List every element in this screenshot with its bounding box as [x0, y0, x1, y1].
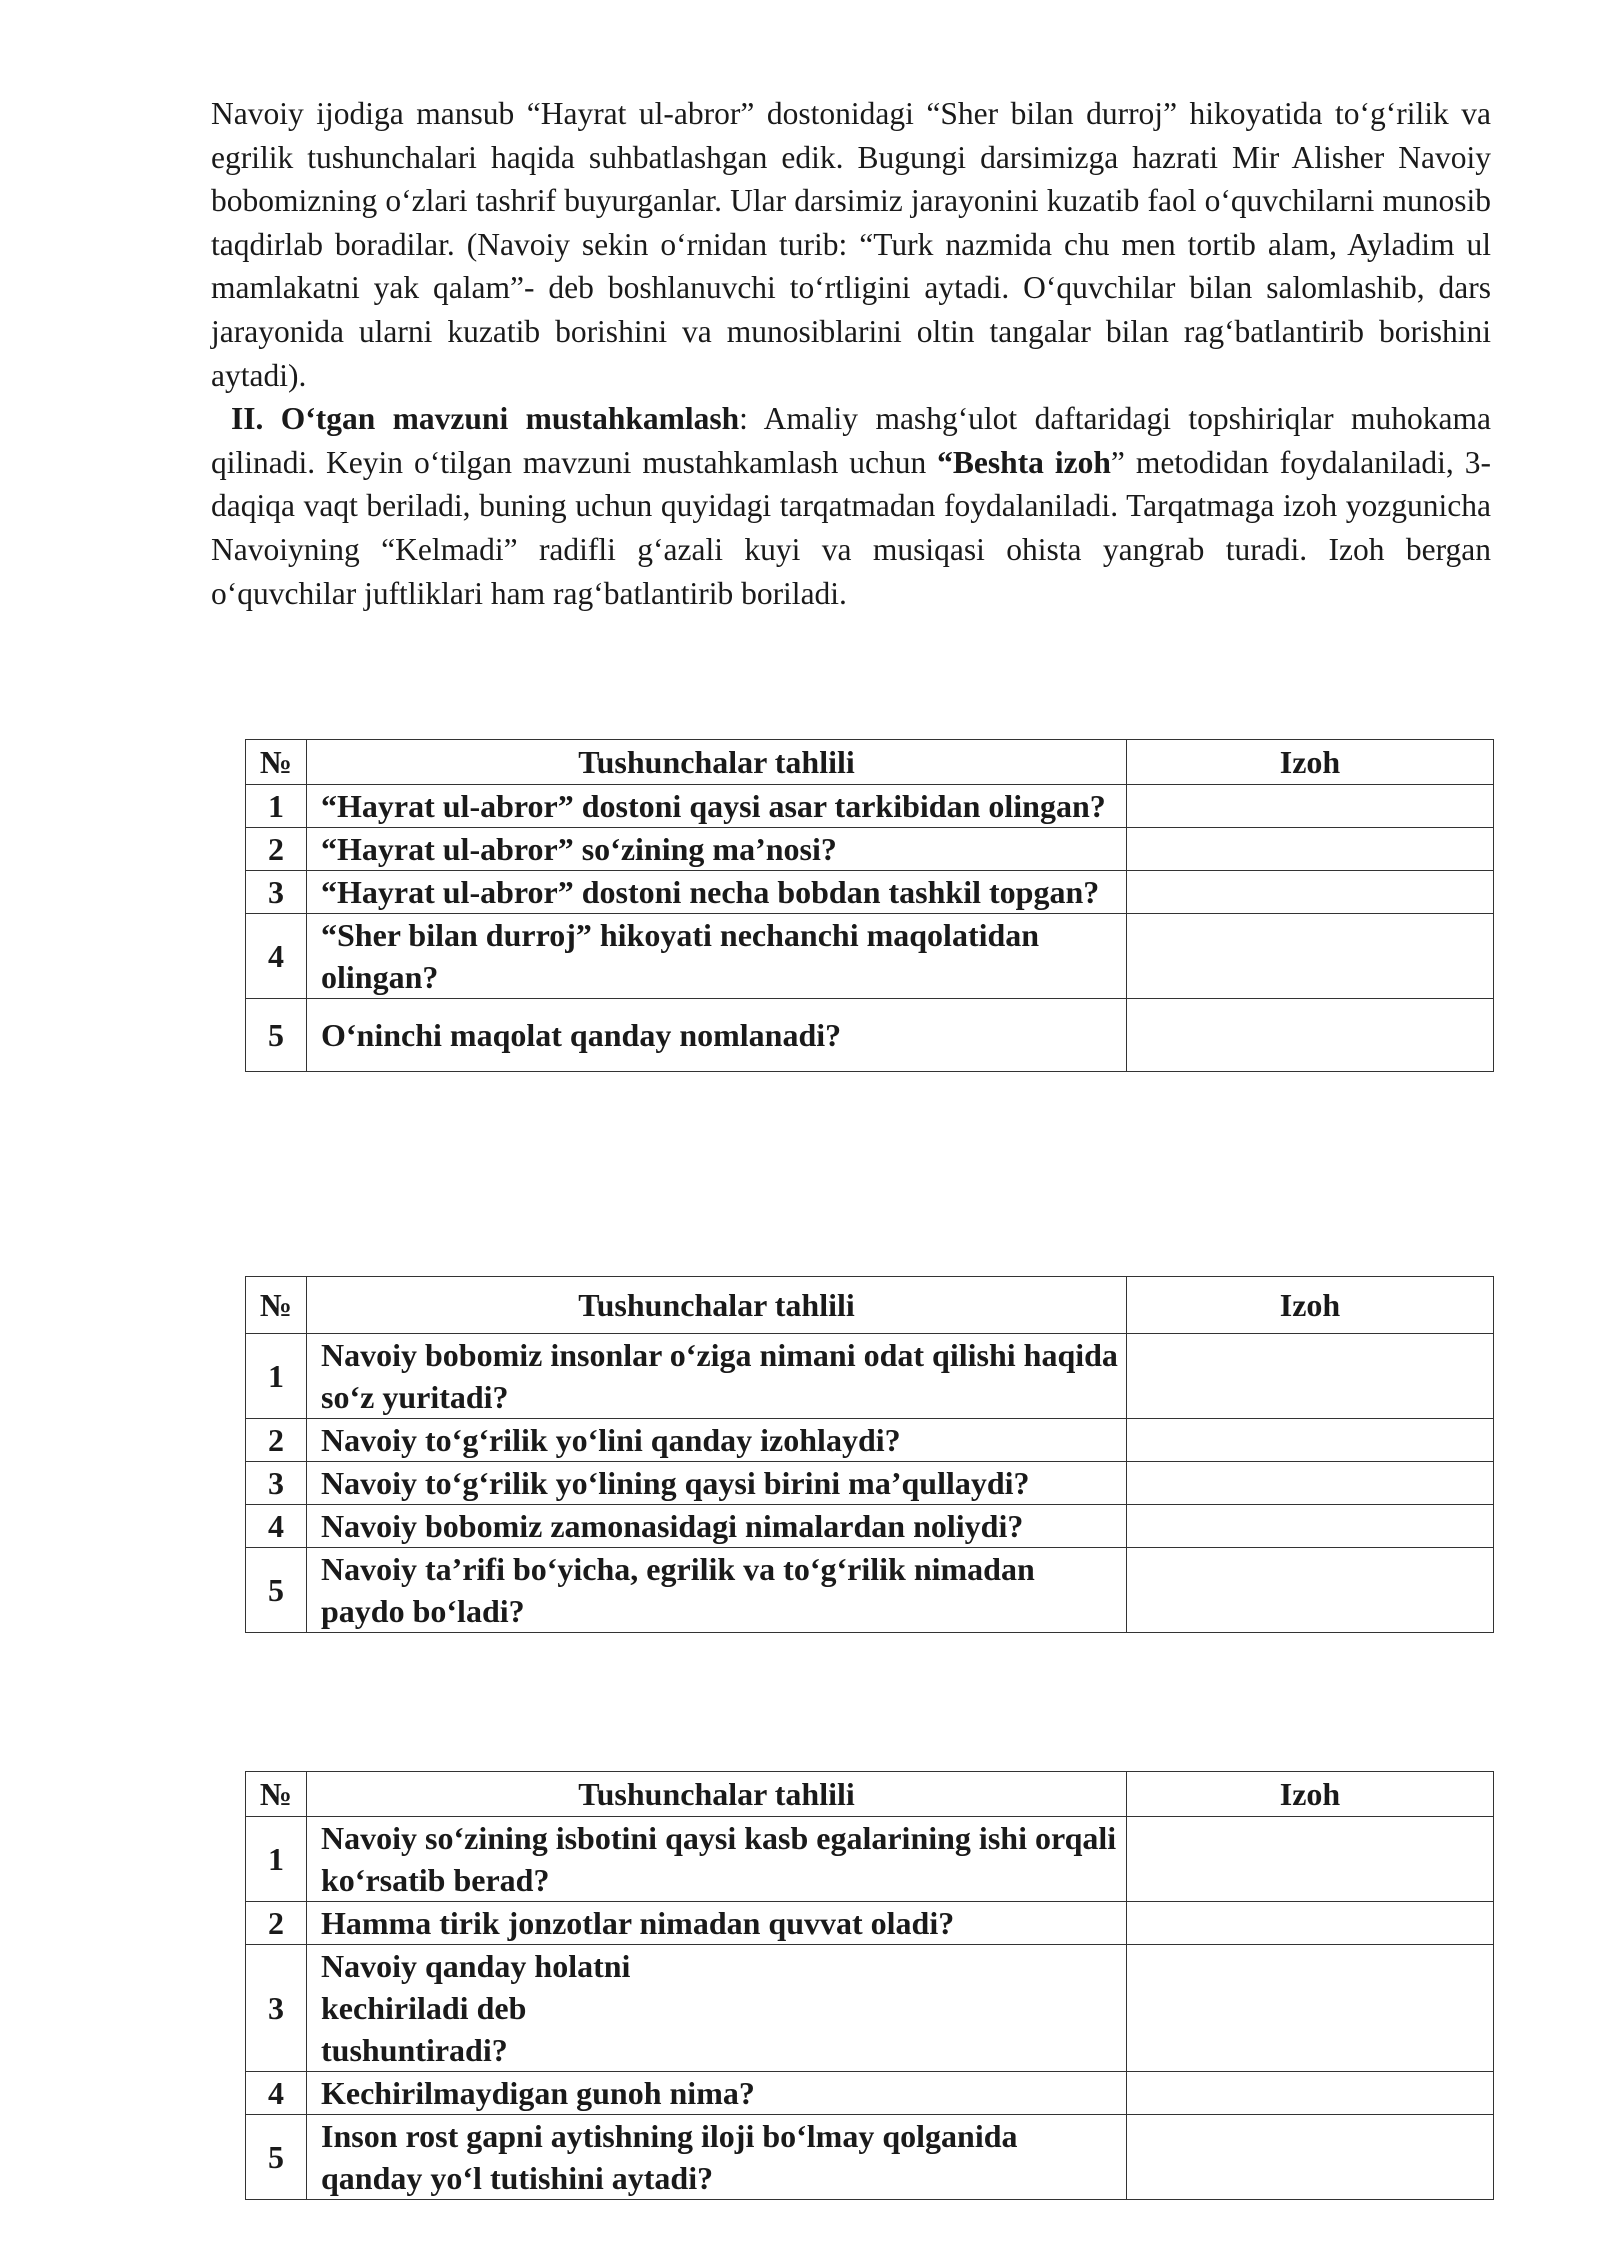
table-row	[246, 828, 1494, 871]
table-row	[246, 914, 1494, 999]
table-row	[246, 1505, 1494, 1548]
comment-cell[interactable]	[1127, 1505, 1494, 1548]
comment-cell[interactable]	[1127, 999, 1494, 1072]
comment-cell[interactable]	[1127, 1334, 1494, 1419]
comment-cell[interactable]	[1127, 1817, 1494, 1902]
row-number: 2	[246, 1902, 307, 1945]
comment-cell[interactable]	[1127, 1945, 1494, 2072]
row-number: 3	[246, 1945, 307, 2072]
question-cell: Inson rost gapni aytishning iloji bo‘lmay qolganida qanday yo‘l tutishini aytadi?	[307, 2115, 1127, 2200]
row-number: 5	[246, 2115, 307, 2200]
question-cell: Hamma tirik jonzotlar nimadan quvvat oladi?	[307, 1902, 1127, 1945]
row-number: 4	[246, 914, 307, 999]
row-number: 3	[246, 1462, 307, 1505]
comment-cell[interactable]	[1127, 1462, 1494, 1505]
row-number: 5	[246, 1548, 307, 1633]
table-row	[246, 1462, 1494, 1505]
question-cell: O‘ninchi maqolat qanday nomlanadi?	[307, 999, 1127, 1072]
question-cell: “Hayrat ul-abror” so‘zining ma’nosi?	[307, 828, 1127, 871]
consolidation-text-b: ” metodidan foydalaniladi, 3-daqiqa vaqt beriladi, buning uchun quyidagi tarqatmadan foydalaniladi. Tarqatmaga izoh yozgunicha Navoiyning “Kelmadi” radifli g‘azali kuyi va musiqasi ohista yangrab turadi. Izoh bergan o‘quvchilar juftliklari ham rag‘batlantirib boriladi.	[211, 444, 1491, 611]
table-row	[246, 1817, 1494, 1902]
row-number: 2	[246, 1419, 307, 1462]
comment-header: Izoh	[1127, 1772, 1494, 1817]
comment-header: Izoh	[1127, 740, 1494, 785]
analysis-table-2	[245, 1276, 1494, 1633]
consolidation-paragraph	[211, 397, 1491, 615]
table-row	[246, 2072, 1494, 2115]
row-number: 1	[246, 1817, 307, 1902]
number-header: №	[246, 1772, 307, 1817]
table-header-row	[246, 740, 1494, 785]
question-cell: Navoiy to‘g‘rilik yo‘lini qanday izohlaydi?	[307, 1419, 1127, 1462]
table-row	[246, 1902, 1494, 1945]
analysis-table-3	[245, 1771, 1494, 2200]
question-cell: Navoiy so‘zining isbotini qaysi kasb egalarining ishi orqali ko‘rsatib berad?	[307, 1817, 1127, 1902]
comment-cell[interactable]	[1127, 828, 1494, 871]
table-row	[246, 871, 1494, 914]
question-cell: Kechirilmaydigan gunoh nima?	[307, 2072, 1127, 2115]
row-number: 3	[246, 871, 307, 914]
table-row	[246, 2115, 1494, 2200]
row-number: 4	[246, 2072, 307, 2115]
comment-header: Izoh	[1127, 1277, 1494, 1334]
comment-cell[interactable]	[1127, 1902, 1494, 1945]
row-number: 1	[246, 1334, 307, 1419]
question-cell: Navoiy bobomiz insonlar o‘ziga nimani odat qilishi haqida so‘z yuritadi?	[307, 1334, 1127, 1419]
table-row	[246, 999, 1494, 1072]
table-row	[246, 1419, 1494, 1462]
concept-header: Tushunchalar tahlili	[307, 1772, 1127, 1817]
comment-cell[interactable]	[1127, 785, 1494, 828]
question-cell: Navoiy ta’rifi bo‘yicha, egrilik va to‘g‘rilik nimadan paydo bo‘ladi?	[307, 1548, 1127, 1633]
section-heading: II. O‘tgan mavzuni mustahkamlash	[231, 401, 740, 437]
comment-cell[interactable]	[1127, 1419, 1494, 1462]
method-name: “Beshta izoh	[937, 444, 1111, 480]
consolidation-text-a: : Amaliy mashg‘ulot daftaridagi topshiriqlar muhokama qilinadi. Keyin o‘tilgan mavzuni mustahkamlash uchun	[211, 401, 1491, 480]
question-cell: “Hayrat ul-abror” dostoni qaysi asar tarkibidan olingan?	[307, 785, 1127, 828]
comment-cell[interactable]	[1127, 871, 1494, 914]
comment-cell[interactable]	[1127, 2072, 1494, 2115]
table-row	[246, 1548, 1494, 1633]
body-text	[211, 92, 1491, 615]
comment-cell[interactable]	[1127, 1548, 1494, 1633]
table-row	[246, 1945, 1494, 2072]
table-header-row	[246, 1277, 1494, 1334]
question-cell	[307, 1945, 1127, 2072]
row-number: 1	[246, 785, 307, 828]
question-cell: “Sher bilan durroj” hikoyati nechanchi maqolatidan olingan?	[307, 914, 1127, 999]
question-cell: Navoiy bobomiz zamonasidagi nimalardan noliydi?	[307, 1505, 1127, 1548]
intro-paragraph: Navoiy ijodiga mansub “Hayrat ul-abror” dostonidagi “Sher bilan durroj” hikoyatida to‘g‘rilik va egrilik tushunchalari haqida suhbatlashgan edik. Bugungi darsimizga hazrati Mir Alisher Navoiy bobomizning o‘zlari tashrif buyurganlar. Ular darsimiz jarayonini kuzatib faol o‘quvchilarni munosib taqdirlab boradilar. (Navoiy sekin o‘rnidan turib: “Turk nazmida chu men tortib alam, Ayladim ul mamlakatni yak qalam”- deb boshlanuvchi to‘rtligini aytadi. O‘quvchilar bilan salomlashib, dars jarayonida ularni kuzatib borishini va munosiblarini oltin tangalar bilan rag‘batlantirib borishini aytadi).	[211, 96, 1491, 393]
question-text: Navoiy qanday holatni kechiriladi deb tushuntiradi?	[321, 1948, 631, 2068]
table-row	[246, 1334, 1494, 1419]
comment-cell[interactable]	[1127, 2115, 1494, 2200]
concept-header: Tushunchalar tahlili	[307, 740, 1127, 785]
row-number: 2	[246, 828, 307, 871]
table-header-row	[246, 1772, 1494, 1817]
row-number: 5	[246, 999, 307, 1072]
question-cell: “Hayrat ul-abror” dostoni necha bobdan tashkil topgan?	[307, 871, 1127, 914]
comment-cell[interactable]	[1127, 914, 1494, 999]
concept-header: Tushunchalar tahlili	[307, 1277, 1127, 1334]
table-row	[246, 785, 1494, 828]
row-number: 4	[246, 1505, 307, 1548]
number-header: №	[246, 740, 307, 785]
number-header: №	[246, 1277, 307, 1334]
analysis-table-1	[245, 739, 1494, 1072]
question-cell: Navoiy to‘g‘rilik yo‘lining qaysi birini ma’qullaydi?	[307, 1462, 1127, 1505]
